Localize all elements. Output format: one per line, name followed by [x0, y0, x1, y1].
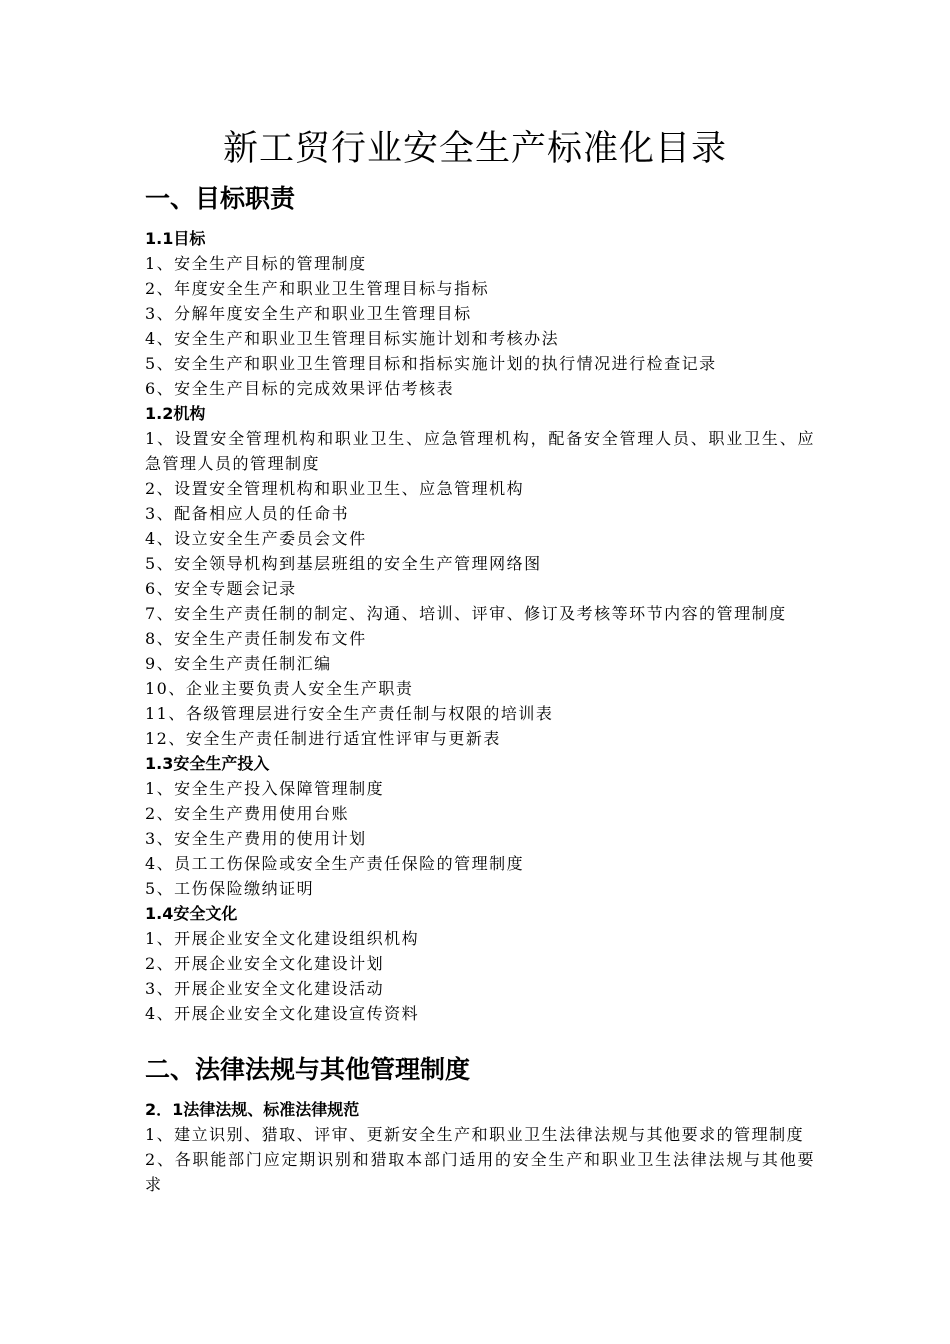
list-item: 12、安全生产责任制进行适宜性评审与更新表 [145, 729, 501, 748]
list-item: 1、建立识别、猎取、评审、更新安全生产和职业卫生法律法规与其他要求的管理制度 [145, 1125, 805, 1144]
list-item: 4、员工工伤保险或安全生产责任保险的管理制度 [145, 854, 525, 873]
item-list [145, 251, 815, 401]
list-item: 5、工伤保险缴纳证明 [145, 879, 315, 898]
item-list [145, 926, 815, 1026]
list-item: 1、开展企业安全文化建设组织机构 [145, 929, 420, 948]
list-item: 5、安全生产和职业卫生管理目标和指标实施计划的执行情况进行检查记录 [145, 354, 717, 373]
list-item: 2、安全生产费用使用台账 [145, 804, 350, 823]
section-1-content [145, 226, 815, 1026]
list-item: 3、配备相应人员的任命书 [145, 504, 350, 523]
list-item: 1、安全生产目标的管理制度 [145, 254, 367, 273]
list-item: 3、安全生产费用的使用计划 [145, 829, 367, 848]
subsection-heading: 2．1法律法规、标准法律规范 [145, 1100, 360, 1119]
list-item: 4、设立安全生产委员会文件 [145, 529, 367, 548]
list-item: 6、安全生产目标的完成效果评估考核表 [145, 379, 455, 398]
list-item: 2、各职能部门应定期识别和猎取本部门适用的安全生产和职业卫生法律法规与其他要求 [145, 1150, 815, 1194]
item-list [145, 426, 815, 751]
subsection-heading: 1.3安全生产投入 [145, 754, 270, 773]
section-heading: 二、法律法规与其他管理制度 [145, 1055, 471, 1084]
list-item: 4、开展企业安全文化建设宣传资料 [145, 1004, 420, 1023]
document-title: 新工贸行业安全生产标准化目录 [222, 129, 727, 169]
list-item: 2、开展企业安全文化建设计划 [145, 954, 385, 973]
section-2-content [145, 1097, 815, 1197]
subsection-heading: 1.1目标 [145, 229, 206, 248]
item-list [145, 1122, 815, 1197]
subsection-heading: 1.4安全文化 [145, 904, 238, 923]
list-item: 4、安全生产和职业卫生管理目标实施计划和考核办法 [145, 329, 560, 348]
list-item: 1、安全生产投入保障管理制度 [145, 779, 385, 798]
section-heading: 一、目标职责 [145, 184, 296, 213]
list-item: 8、安全生产责任制发布文件 [145, 629, 367, 648]
list-item: 1、设置安全管理机构和职业卫生、应急管理机构，配备安全管理人员、职业卫生、应急管理人员的管理制度 [145, 429, 815, 473]
subsection-heading: 1.2机构 [145, 404, 206, 423]
list-item: 6、安全专题会记录 [145, 579, 297, 598]
list-item: 3、开展企业安全文化建设活动 [145, 979, 385, 998]
list-item: 10、企业主要负责人安全生产职责 [145, 679, 414, 698]
list-item: 3、分解年度安全生产和职业卫生管理目标 [145, 304, 472, 323]
item-list [145, 776, 815, 901]
list-item: 2、年度安全生产和职业卫生管理目标与指标 [145, 279, 490, 298]
list-item: 2、设置安全管理机构和职业卫生、应急管理机构 [145, 479, 525, 498]
list-item: 7、安全生产责任制的制定、沟通、培训、评审、修订及考核等环节内容的管理制度 [145, 604, 787, 623]
list-item: 5、安全领导机构到基层班组的安全生产管理网络图 [145, 554, 542, 573]
list-item: 9、安全生产责任制汇编 [145, 654, 332, 673]
list-item: 11、各级管理层进行安全生产责任制与权限的培训表 [145, 704, 554, 723]
